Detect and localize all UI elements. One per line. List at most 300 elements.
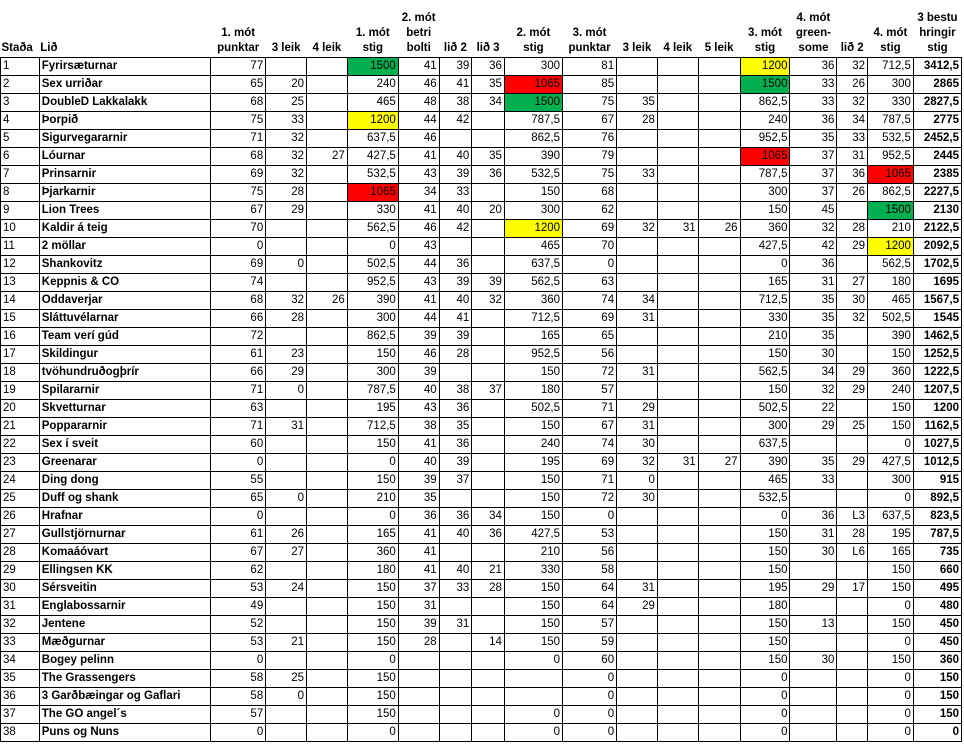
cell-name: Lóurnar: [39, 148, 210, 166]
cell-m1l3: 25: [266, 670, 307, 688]
cell-m1s: 210: [347, 490, 398, 508]
cell-m2b: 40: [398, 382, 439, 400]
cell-m1l4: [307, 238, 348, 256]
cell-m1l3: [266, 436, 307, 454]
cell-m1l4: [307, 436, 348, 454]
cell-m3p: 75: [563, 166, 617, 184]
cell-m1s: 330: [347, 202, 398, 220]
cell-m3l5: [698, 598, 740, 616]
cell-m4l2: [837, 616, 868, 634]
cell-m4s: 150: [868, 616, 914, 634]
cell-m3l3: 31: [617, 580, 658, 598]
cell-m3l3: [617, 562, 658, 580]
cell-m3l4: [657, 256, 698, 274]
column-header-m3s: 3. mót stig: [740, 0, 790, 58]
cell-rank: 33: [1, 634, 40, 652]
cell-m3l3: [617, 58, 658, 76]
cell-m1l3: 0: [266, 382, 307, 400]
cell-m4g: 35: [790, 310, 837, 328]
cell-m2b: 39: [398, 472, 439, 490]
cell-m4l2: [837, 256, 868, 274]
cell-m3l4: [657, 328, 698, 346]
table-row: [1, 202, 962, 220]
cell-m2s: 150: [504, 616, 562, 634]
cell-m3l3: [617, 130, 658, 148]
cell-m2l2: [439, 706, 472, 724]
cell-m4g: 31: [790, 274, 837, 292]
cell-rank: 3: [1, 94, 40, 112]
cell-m2l3: [472, 328, 505, 346]
cell-m1p: 72: [211, 328, 266, 346]
cell-m1p: 77: [211, 58, 266, 76]
cell-m1l4: [307, 184, 348, 202]
cell-m4l2: 28: [837, 220, 868, 238]
cell-m3s: 150: [740, 634, 790, 652]
cell-name: tvöhundruðogþrír: [39, 364, 210, 382]
cell-m3s: 150: [740, 526, 790, 544]
cell-best: 2092,5: [913, 238, 961, 256]
cell-m3l5: [698, 328, 740, 346]
cell-best: 2122,5: [913, 220, 961, 238]
cell-m4l2: 27: [837, 274, 868, 292]
cell-m2b: 35: [398, 490, 439, 508]
cell-m2s: 0: [504, 652, 562, 670]
cell-m3l3: 34: [617, 292, 658, 310]
table-row: [1, 562, 962, 580]
cell-m1s: 300: [347, 310, 398, 328]
cell-m2b: 48: [398, 94, 439, 112]
cell-m4g: 37: [790, 184, 837, 202]
cell-m2b: 46: [398, 130, 439, 148]
cell-m1s: 532,5: [347, 166, 398, 184]
cell-m3s: 862,5: [740, 94, 790, 112]
cell-m3l5: [698, 508, 740, 526]
cell-m4l2: [837, 472, 868, 490]
table-row: [1, 274, 962, 292]
cell-best: 1252,5: [913, 346, 961, 364]
cell-m3p: 64: [563, 598, 617, 616]
cell-m3p: 56: [563, 346, 617, 364]
cell-m4s: 862,5: [868, 184, 914, 202]
cell-m1l3: 26: [266, 526, 307, 544]
cell-m2l2: [439, 238, 472, 256]
cell-m2l2: 33: [439, 184, 472, 202]
cell-m3l4: [657, 400, 698, 418]
cell-m1p: 63: [211, 400, 266, 418]
cell-m1l3: 0: [266, 256, 307, 274]
column-header-m1l4: 4 leik: [307, 0, 348, 58]
cell-m4s: 787,5: [868, 112, 914, 130]
cell-m2b: 44: [398, 310, 439, 328]
cell-m3l3: 32: [617, 454, 658, 472]
cell-m1s: 195: [347, 400, 398, 418]
table-row: [1, 472, 962, 490]
cell-m3l5: [698, 490, 740, 508]
column-header-m2l2: lið 2: [439, 0, 472, 58]
cell-m1l3: [266, 400, 307, 418]
cell-m2l2: 40: [439, 292, 472, 310]
cell-m2l3: [472, 130, 505, 148]
cell-m2l2: 36: [439, 256, 472, 274]
cell-m1p: 75: [211, 184, 266, 202]
cell-m2s: 787,5: [504, 112, 562, 130]
cell-m1p: 65: [211, 490, 266, 508]
cell-name: Keppnis & CO: [39, 274, 210, 292]
cell-m3s: 150: [740, 382, 790, 400]
cell-best: 2130: [913, 202, 961, 220]
cell-m2s: 390: [504, 148, 562, 166]
cell-best: 2775: [913, 112, 961, 130]
cell-m2l2: [439, 130, 472, 148]
cell-m4l2: 29: [837, 454, 868, 472]
cell-rank: 13: [1, 274, 40, 292]
cell-rank: 30: [1, 580, 40, 598]
cell-m4l2: 25: [837, 418, 868, 436]
cell-m3l5: [698, 580, 740, 598]
cell-name: Ding dong: [39, 472, 210, 490]
cell-m4l2: [837, 400, 868, 418]
cell-m4s: 390: [868, 328, 914, 346]
cell-m4s: 150: [868, 346, 914, 364]
cell-m2b: 43: [398, 274, 439, 292]
cell-best: 495: [913, 580, 961, 598]
cell-best: 2227,5: [913, 184, 961, 202]
cell-m2l2: [439, 490, 472, 508]
cell-m4s: 0: [868, 598, 914, 616]
cell-m1l4: [307, 508, 348, 526]
cell-m4l2: 30: [837, 292, 868, 310]
cell-m1l4: [307, 76, 348, 94]
cell-m3l3: [617, 544, 658, 562]
cell-m3l4: 31: [657, 220, 698, 238]
cell-m2s: 0: [504, 724, 562, 742]
cell-m1l3: 32: [266, 166, 307, 184]
cell-m1l3: 32: [266, 292, 307, 310]
cell-m3l5: [698, 58, 740, 76]
cell-m3p: 69: [563, 454, 617, 472]
cell-m1l4: [307, 562, 348, 580]
cell-m2s: 300: [504, 202, 562, 220]
cell-m2l3: 35: [472, 76, 505, 94]
column-header-m1p: 1. mót punktar: [211, 0, 266, 58]
cell-m3l4: [657, 166, 698, 184]
table-row: [1, 400, 962, 418]
cell-best: 2445: [913, 148, 961, 166]
cell-m3l4: [657, 184, 698, 202]
cell-m3p: 74: [563, 292, 617, 310]
cell-m3p: 64: [563, 580, 617, 598]
cell-name: Sérsveitin: [39, 580, 210, 598]
cell-m2l3: [472, 616, 505, 634]
cell-m1l4: [307, 418, 348, 436]
table-row: [1, 526, 962, 544]
cell-m2s: 502,5: [504, 400, 562, 418]
cell-m3l4: [657, 706, 698, 724]
cell-m1l3: 29: [266, 364, 307, 382]
cell-m1l3: 33: [266, 112, 307, 130]
cell-m2b: [398, 724, 439, 742]
cell-m2b: 46: [398, 220, 439, 238]
cell-m4g: [790, 706, 837, 724]
cell-rank: 7: [1, 166, 40, 184]
cell-m4s: 502,5: [868, 310, 914, 328]
cell-m4s: 637,5: [868, 508, 914, 526]
cell-m1l3: [266, 58, 307, 76]
cell-m2s: 637,5: [504, 256, 562, 274]
cell-m4g: 35: [790, 130, 837, 148]
cell-m2b: [398, 688, 439, 706]
cell-m2l2: 41: [439, 76, 472, 94]
cell-best: 450: [913, 634, 961, 652]
column-header-m1l3: 3 leik: [266, 0, 307, 58]
cell-m2b: 41: [398, 436, 439, 454]
cell-m1l4: [307, 544, 348, 562]
cell-m3s: 787,5: [740, 166, 790, 184]
cell-m3l4: [657, 670, 698, 688]
cell-m1s: 465: [347, 94, 398, 112]
cell-m4g: [790, 670, 837, 688]
cell-m2l2: [439, 544, 472, 562]
cell-rank: 8: [1, 184, 40, 202]
cell-m2b: 43: [398, 238, 439, 256]
cell-m1l3: 32: [266, 148, 307, 166]
cell-m3l4: [657, 634, 698, 652]
cell-m3l4: [657, 94, 698, 112]
table-row: [1, 724, 962, 742]
cell-m2l2: [439, 670, 472, 688]
table-row: [1, 454, 962, 472]
cell-m3p: 67: [563, 418, 617, 436]
cell-m3s: 502,5: [740, 400, 790, 418]
cell-m1l3: [266, 328, 307, 346]
cell-m2l2: [439, 364, 472, 382]
cell-m1p: 62: [211, 562, 266, 580]
cell-m2l3: [472, 310, 505, 328]
cell-m3l4: [657, 526, 698, 544]
cell-m3p: 53: [563, 526, 617, 544]
cell-m4g: 36: [790, 58, 837, 76]
cell-m3l5: [698, 688, 740, 706]
cell-m3l5: [698, 364, 740, 382]
cell-m1l4: [307, 616, 348, 634]
cell-m1l3: [266, 616, 307, 634]
cell-m1s: 502,5: [347, 256, 398, 274]
cell-m4l2: L6: [837, 544, 868, 562]
cell-rank: 9: [1, 202, 40, 220]
cell-m4g: 36: [790, 112, 837, 130]
cell-m3l3: [617, 526, 658, 544]
cell-m2s: 150: [504, 598, 562, 616]
cell-m1l4: 26: [307, 292, 348, 310]
cell-m3l3: 30: [617, 436, 658, 454]
cell-m2s: 150: [504, 508, 562, 526]
cell-m4s: 150: [868, 400, 914, 418]
cell-m1l3: 28: [266, 310, 307, 328]
cell-m3l4: [657, 688, 698, 706]
cell-m1s: 1500: [347, 58, 398, 76]
column-header-best: 3 bestu hringir stig: [913, 0, 961, 58]
cell-m2b: 36: [398, 508, 439, 526]
cell-m1p: 70: [211, 220, 266, 238]
cell-m2b: [398, 706, 439, 724]
cell-m2l3: 34: [472, 508, 505, 526]
cell-m2s: 195: [504, 454, 562, 472]
cell-m2l2: 33: [439, 580, 472, 598]
cell-m2b: 41: [398, 202, 439, 220]
cell-m1l3: [266, 652, 307, 670]
cell-m2s: 712,5: [504, 310, 562, 328]
cell-m4l2: L3: [837, 508, 868, 526]
cell-name: Poppararnir: [39, 418, 210, 436]
cell-m3l5: [698, 238, 740, 256]
cell-m1s: 150: [347, 436, 398, 454]
cell-m3l3: [617, 670, 658, 688]
cell-rank: 4: [1, 112, 40, 130]
cell-name: Skvetturnar: [39, 400, 210, 418]
cell-m2b: 38: [398, 418, 439, 436]
cell-m4l2: [837, 724, 868, 742]
cell-m3l4: [657, 148, 698, 166]
cell-m1p: 55: [211, 472, 266, 490]
cell-m1p: 66: [211, 364, 266, 382]
cell-m1s: 150: [347, 346, 398, 364]
cell-best: 0: [913, 724, 961, 742]
cell-m4s: 150: [868, 418, 914, 436]
cell-m3l4: [657, 724, 698, 742]
cell-m1p: 75: [211, 112, 266, 130]
cell-m4g: [790, 634, 837, 652]
cell-m3p: 70: [563, 238, 617, 256]
cell-m3s: 300: [740, 418, 790, 436]
cell-m1s: 150: [347, 472, 398, 490]
table-row: [1, 634, 962, 652]
cell-m2b: 44: [398, 112, 439, 130]
cell-m2l2: 37: [439, 472, 472, 490]
cell-m3l3: [617, 274, 658, 292]
cell-m1l3: 20: [266, 76, 307, 94]
cell-m1l3: [266, 598, 307, 616]
cell-m2l2: 39: [439, 58, 472, 76]
cell-m3s: 360: [740, 220, 790, 238]
cell-m1l4: [307, 130, 348, 148]
cell-m4g: 35: [790, 292, 837, 310]
cell-m4g: 29: [790, 418, 837, 436]
cell-m3s: 0: [740, 688, 790, 706]
cell-m1l3: 32: [266, 130, 307, 148]
cell-m3s: 0: [740, 706, 790, 724]
cell-m1s: 0: [347, 238, 398, 256]
cell-name: Komaáóvart: [39, 544, 210, 562]
cell-m2b: 40: [398, 454, 439, 472]
cell-rank: 27: [1, 526, 40, 544]
column-header-m4l2: lið 2: [837, 0, 868, 58]
cell-m3p: 67: [563, 112, 617, 130]
cell-m2l3: 35: [472, 148, 505, 166]
cell-m2l3: [472, 400, 505, 418]
cell-m2l2: 38: [439, 94, 472, 112]
cell-m4g: 45: [790, 202, 837, 220]
cell-m3p: 72: [563, 364, 617, 382]
table-row: [1, 688, 962, 706]
cell-m4s: 150: [868, 562, 914, 580]
cell-m4l2: [837, 346, 868, 364]
cell-m3l4: [657, 580, 698, 598]
cell-m2l3: 32: [472, 292, 505, 310]
table-row: [1, 364, 962, 382]
cell-m2s: 952,5: [504, 346, 562, 364]
cell-name: Sláttuvélarnar: [39, 310, 210, 328]
cell-m3l5: [698, 310, 740, 328]
cell-rank: 1: [1, 58, 40, 76]
cell-m1l3: 21: [266, 634, 307, 652]
cell-m4s: 1065: [868, 166, 914, 184]
cell-name: Oddaverjar: [39, 292, 210, 310]
cell-m3l4: [657, 418, 698, 436]
cell-m2l2: 35: [439, 418, 472, 436]
cell-m4l2: 34: [837, 112, 868, 130]
cell-best: 2452,5: [913, 130, 961, 148]
table-row: [1, 328, 962, 346]
cell-m3l5: [698, 670, 740, 688]
cell-m2l3: 14: [472, 634, 505, 652]
cell-name: Prinsarnir: [39, 166, 210, 184]
cell-m3l4: [657, 274, 698, 292]
cell-m3s: 150: [740, 346, 790, 364]
cell-rank: 14: [1, 292, 40, 310]
cell-m2s: 165: [504, 328, 562, 346]
cell-rank: 20: [1, 400, 40, 418]
cell-m4s: 150: [868, 652, 914, 670]
column-header-m3l3: 3 leik: [617, 0, 658, 58]
cell-m2b: 46: [398, 76, 439, 94]
cell-m2l3: [472, 472, 505, 490]
cell-m4l2: 31: [837, 148, 868, 166]
cell-m4g: 37: [790, 166, 837, 184]
cell-m3s: 1065: [740, 148, 790, 166]
cell-m3l5: [698, 400, 740, 418]
cell-m3l4: [657, 364, 698, 382]
header-row: [1, 0, 962, 58]
cell-best: 1200: [913, 400, 961, 418]
cell-m4g: 37: [790, 148, 837, 166]
cell-m3s: 390: [740, 454, 790, 472]
cell-m3l3: [617, 616, 658, 634]
cell-m3p: 74: [563, 436, 617, 454]
cell-best: 3412,5: [913, 58, 961, 76]
cell-m3l3: [617, 634, 658, 652]
cell-m4g: [790, 598, 837, 616]
cell-best: 2827,5: [913, 94, 961, 112]
cell-m2l3: [472, 364, 505, 382]
cell-m3l5: [698, 166, 740, 184]
cell-m2b: 44: [398, 256, 439, 274]
cell-m4l2: 26: [837, 184, 868, 202]
cell-m4s: 1500: [868, 202, 914, 220]
cell-m4g: 32: [790, 382, 837, 400]
cell-m4l2: [837, 562, 868, 580]
cell-m3s: 195: [740, 580, 790, 598]
cell-m2l3: [472, 436, 505, 454]
cell-m1p: 71: [211, 418, 266, 436]
cell-m1p: 68: [211, 148, 266, 166]
cell-m4g: 22: [790, 400, 837, 418]
cell-m2s: 562,5: [504, 274, 562, 292]
cell-best: 1027,5: [913, 436, 961, 454]
cell-m1s: 787,5: [347, 382, 398, 400]
cell-m1l4: [307, 688, 348, 706]
cell-best: 1695: [913, 274, 961, 292]
cell-m1l4: [307, 274, 348, 292]
